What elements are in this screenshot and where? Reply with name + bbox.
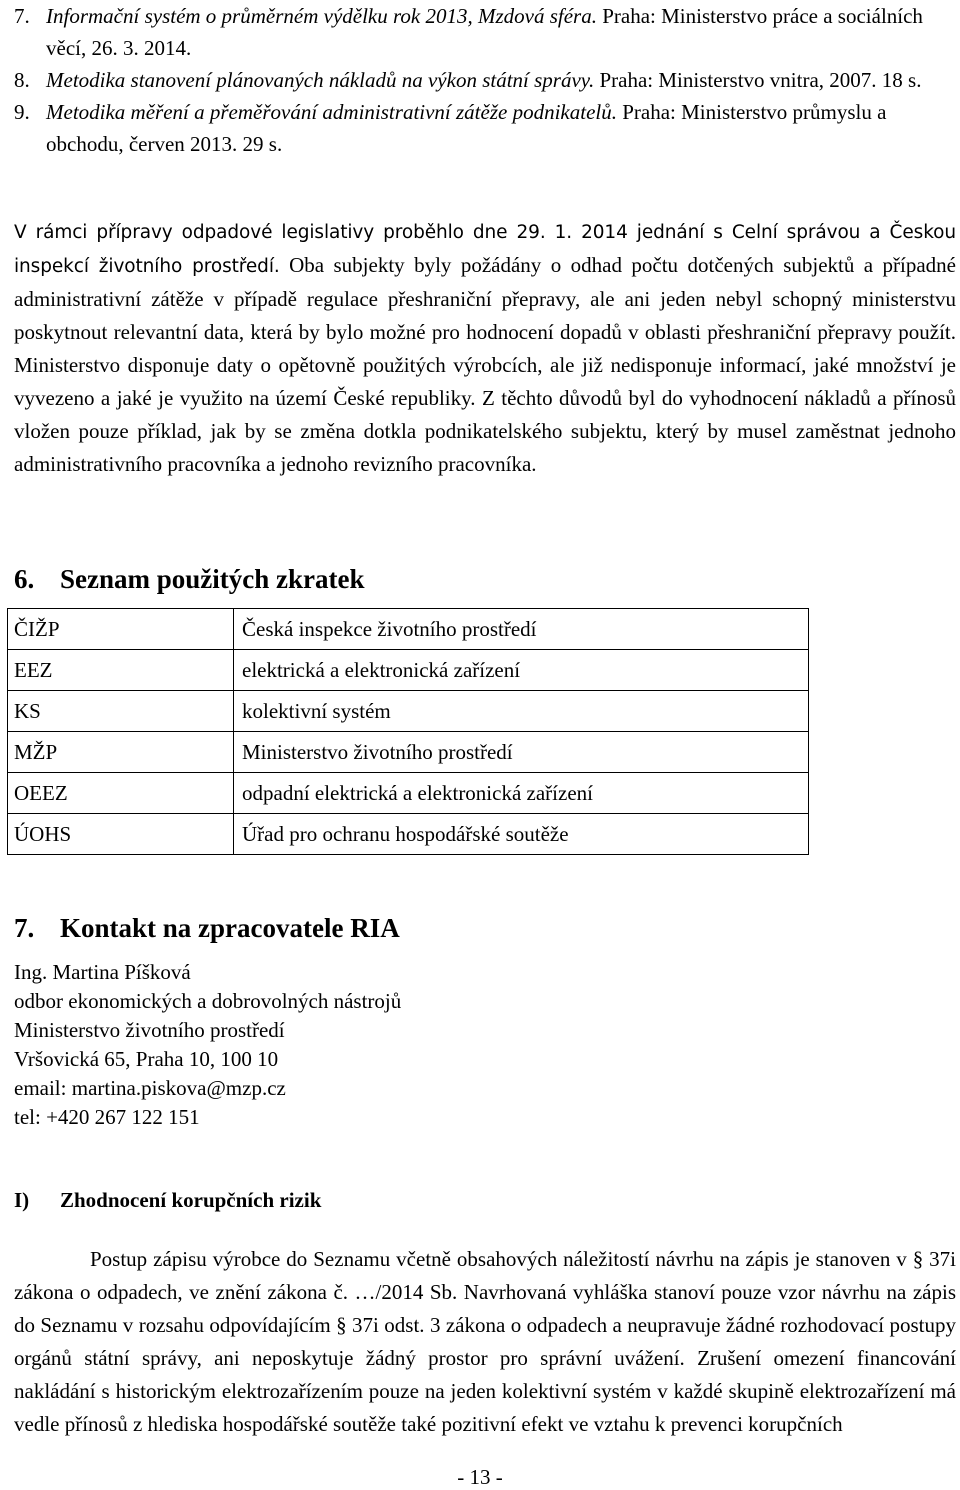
table-row <box>8 650 809 691</box>
abbreviation-table <box>7 608 809 855</box>
reference-item <box>14 96 956 160</box>
contact-email[interactable]: email: martina.piskova@mzp.cz <box>14 1076 286 1100</box>
section-number: 7. <box>14 913 35 943</box>
meaning-cell: odpadní elektrická a elektronická zařízení <box>234 773 809 814</box>
abbreviation-cell: MŽP <box>8 732 234 773</box>
meaning-cell: Česká inspekce životního prostředí <box>234 609 809 650</box>
table-row <box>8 691 809 732</box>
table-row <box>8 732 809 773</box>
abbreviation-cell: ÚOHS <box>8 814 234 855</box>
section-7-heading <box>14 913 400 944</box>
meaning-cell: kolektivní systém <box>234 691 809 732</box>
contact-phone[interactable]: tel: +420 267 122 151 <box>14 1105 200 1129</box>
section-number: 6. <box>14 564 35 594</box>
section-title: Kontakt na zpracovatele RIA <box>60 913 400 943</box>
abbreviation-cell: OEEZ <box>8 773 234 814</box>
reference-source: Praha: Ministerstvo vnitra, 2007. 18 s. <box>594 68 922 92</box>
section-number: I) <box>14 1188 30 1212</box>
reference-title: Metodika měření a přeměřování administrativní zátěže podnikatelů. <box>46 100 617 124</box>
table-row <box>8 773 809 814</box>
reference-list <box>14 0 956 160</box>
abbreviation-cell: EEZ <box>8 650 234 691</box>
contact-name: Ing. Martina Píšková <box>14 960 191 984</box>
reference-source: Praha: Ministerstvo práce a sociálních věcí, 26. 3. 2014. <box>46 4 923 60</box>
abbreviation-cell: KS <box>8 691 234 732</box>
table-row <box>8 814 809 855</box>
section-i-heading <box>14 1188 321 1213</box>
contact-address: Vršovická 65, Praha 10, 100 10 <box>14 1047 279 1071</box>
intro-serif-text: Oba subjekty byly požádány o odhad počtu dotčených subjektů a případné administrativní zátěže v případě regulace přeshraniční přepravy, ale ani jeden nebyl schopný ministerstvu poskytnout relevantní data, která by bylo možné pro hodnocení dopadů v oblasti přeshraniční přepravy použít. Ministerstvo disponuje daty o opětovně použitých výrobcích, ale již nedisponuje informací, jaké množství je vyvezeno a jaké je využito na území České republiky. Z těchto důvodů byl do vyhodnocení nákladů a přínosů vložen pouze příklad, jak by se změna dotkla podnikatelského subjektu, který by musel zaměstnat jednoho administrativního pracovníka a jednoho revizního pracovníka. <box>14 253 957 476</box>
reference-item <box>14 64 956 96</box>
meaning-cell: Ministerstvo životního prostředí <box>234 732 809 773</box>
meaning-cell: elektrická a elektronická zařízení <box>234 650 809 691</box>
section-title: Seznam použitých zkratek <box>60 564 365 594</box>
contact-block <box>14 958 401 1132</box>
section-6-heading <box>14 564 364 595</box>
section-title: Zhodnocení korupčních rizik <box>60 1188 322 1212</box>
reference-item <box>14 0 956 64</box>
intro-paragraph <box>14 215 956 481</box>
corruption-paragraph: Postup zápisu výrobce do Seznamu včetně obsahových náležitostí návrhu na zápis je stanoven v § 37i zákona o odpadech, ve znění zákona č. …/2014 Sb. Navrhovaná vyhláška stanoví pouze vzor návrhu na zápis do Seznamu v rozsahu odpovídajícím § 37i odst. 3 zákona o odpadech a neupravuje žádné rozhodovací postupy orgánů státní správy, ani neposkytuje žádný prostor pro správní uvážení. Zrušení omezení financování nakládání s historickým elektrozařízením pouze na jeden kolektivní systém v každé skupině elektrozařízení má vedle přínosů z hlediska hospodářské soutěže také pozitivní efekt ve vztahu k prevenci korupčních <box>14 1247 956 1436</box>
reference-number: 9. <box>14 100 30 124</box>
table-row <box>8 609 809 650</box>
reference-number: 7. <box>14 4 30 28</box>
abbreviation-cell: ČIŽP <box>8 609 234 650</box>
reference-source: Praha: Ministerstvo průmyslu a obchodu, červen 2013. 29 s. <box>46 100 887 156</box>
intro-sans-text: V rámci přípravy odpadové legislativy proběhlo dne 29. 1. 2014 jednání s Celní správou a Českou inspekcí životního prostředí. <box>14 222 956 277</box>
page-number: - 13 - <box>457 1465 503 1489</box>
reference-number: 8. <box>14 68 30 92</box>
contact-ministry: Ministerstvo životního prostředí <box>14 1018 285 1042</box>
reference-title: Informační systém o průměrném výdělku rok 2013, Mzdová sféra. <box>46 4 597 28</box>
meaning-cell: Úřad pro ochranu hospodářské soutěže <box>234 814 809 855</box>
reference-title: Metodika stanovení plánovaných nákladů na výkon státní správy. <box>46 68 595 92</box>
contact-department: odbor ekonomických a dobrovolných nástrojů <box>14 989 402 1013</box>
